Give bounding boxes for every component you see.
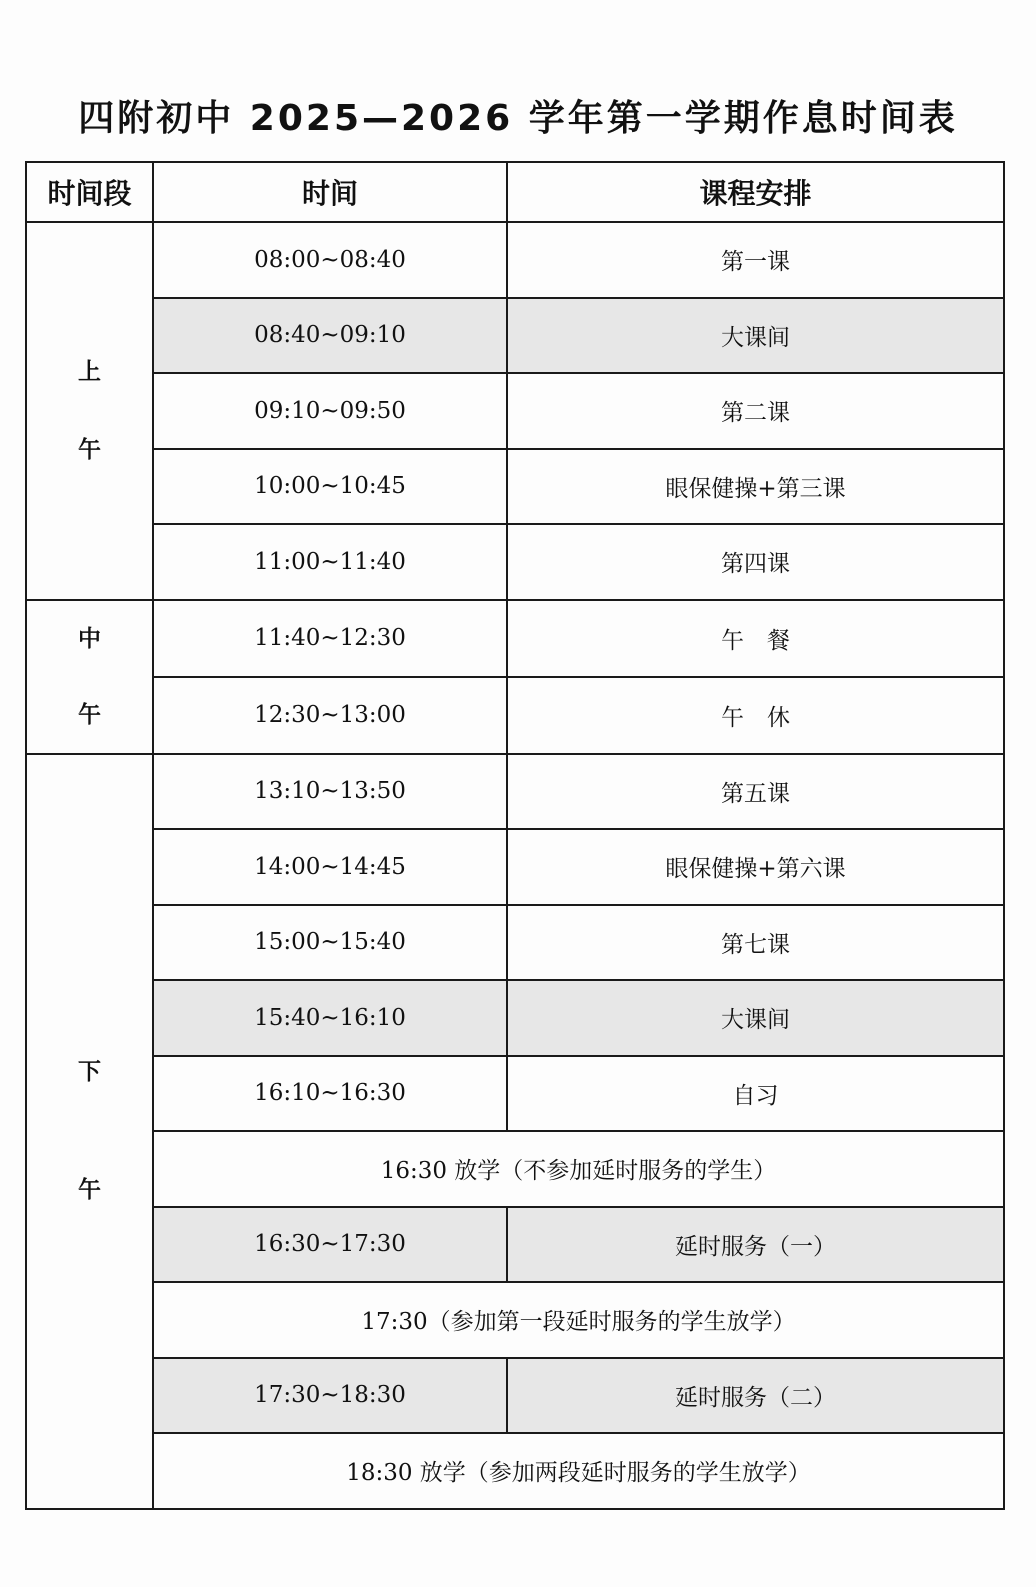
time-cell: 08:00~08:40 — [153, 222, 507, 298]
header-time: 时间 — [153, 162, 507, 222]
activity-cell: 第四课 — [507, 524, 1004, 600]
time-cell: 08:40~09:10 — [153, 298, 507, 374]
time-cell: 11:40~12:30 — [153, 600, 507, 677]
table-row — [26, 222, 1004, 298]
table-row — [26, 829, 1004, 905]
time-cell: 15:40~16:10 — [153, 980, 507, 1056]
activity-cell: 延时服务（一） — [507, 1207, 1004, 1283]
activity-cell: 第二课 — [507, 373, 1004, 449]
table-row — [26, 1056, 1004, 1132]
activity-cell: 眼保健操+第三课 — [507, 449, 1004, 525]
time-cell: 12:30~13:00 — [153, 677, 507, 754]
dismissal-note: 17:30（参加第一段延时服务的学生放学） — [153, 1282, 1004, 1358]
period-noon-label: 中午 — [77, 625, 101, 728]
document-title: 四附初中 2025—2026 学年第一学期作息时间表 — [78, 98, 958, 139]
table-row — [26, 600, 1004, 677]
table-row — [26, 1358, 1004, 1434]
activity-cell: 午 餐 — [507, 600, 1004, 677]
time-cell: 15:00~15:40 — [153, 905, 507, 981]
period-noon — [26, 600, 153, 754]
table-row — [26, 754, 1004, 830]
table-row — [26, 1207, 1004, 1283]
period-afternoon-label: 下午 — [77, 1059, 101, 1203]
time-cell: 14:00~14:45 — [153, 829, 507, 905]
header-row — [26, 162, 1004, 222]
table-row — [26, 980, 1004, 1056]
activity-cell: 第五课 — [507, 754, 1004, 830]
time-cell: 16:30~17:30 — [153, 1207, 507, 1283]
activity-cell: 大课间 — [507, 298, 1004, 374]
time-cell: 09:10~09:50 — [153, 373, 507, 449]
table-row — [26, 524, 1004, 600]
time-cell: 11:00~11:40 — [153, 524, 507, 600]
schedule-table — [25, 161, 1005, 1510]
activity-cell: 延时服务（二） — [507, 1358, 1004, 1434]
period-afternoon — [26, 754, 153, 1509]
table-row — [26, 449, 1004, 525]
header-period: 时间段 — [26, 162, 153, 222]
activity-cell: 大课间 — [507, 980, 1004, 1056]
table-row — [26, 1433, 1004, 1509]
table-row — [26, 373, 1004, 449]
activity-cell: 自习 — [507, 1056, 1004, 1132]
activity-cell: 午 休 — [507, 677, 1004, 754]
dismissal-note: 16:30 放学（不参加延时服务的学生） — [153, 1131, 1004, 1207]
table-row — [26, 677, 1004, 754]
period-morning — [26, 222, 153, 600]
activity-cell: 眼保健操+第六课 — [507, 829, 1004, 905]
table-row — [26, 298, 1004, 374]
time-cell: 17:30~18:30 — [153, 1358, 507, 1434]
dismissal-note: 18:30 放学（参加两段延时服务的学生放学） — [153, 1433, 1004, 1509]
activity-cell: 第七课 — [507, 905, 1004, 981]
time-cell: 10:00~10:45 — [153, 449, 507, 525]
time-cell: 16:10~16:30 — [153, 1056, 507, 1132]
time-cell: 13:10~13:50 — [153, 754, 507, 830]
table-row — [26, 905, 1004, 981]
activity-cell: 第一课 — [507, 222, 1004, 298]
table-row — [26, 1282, 1004, 1358]
table-row — [26, 1131, 1004, 1207]
header-schedule: 课程安排 — [507, 162, 1004, 222]
period-morning-label: 上午 — [77, 358, 101, 463]
